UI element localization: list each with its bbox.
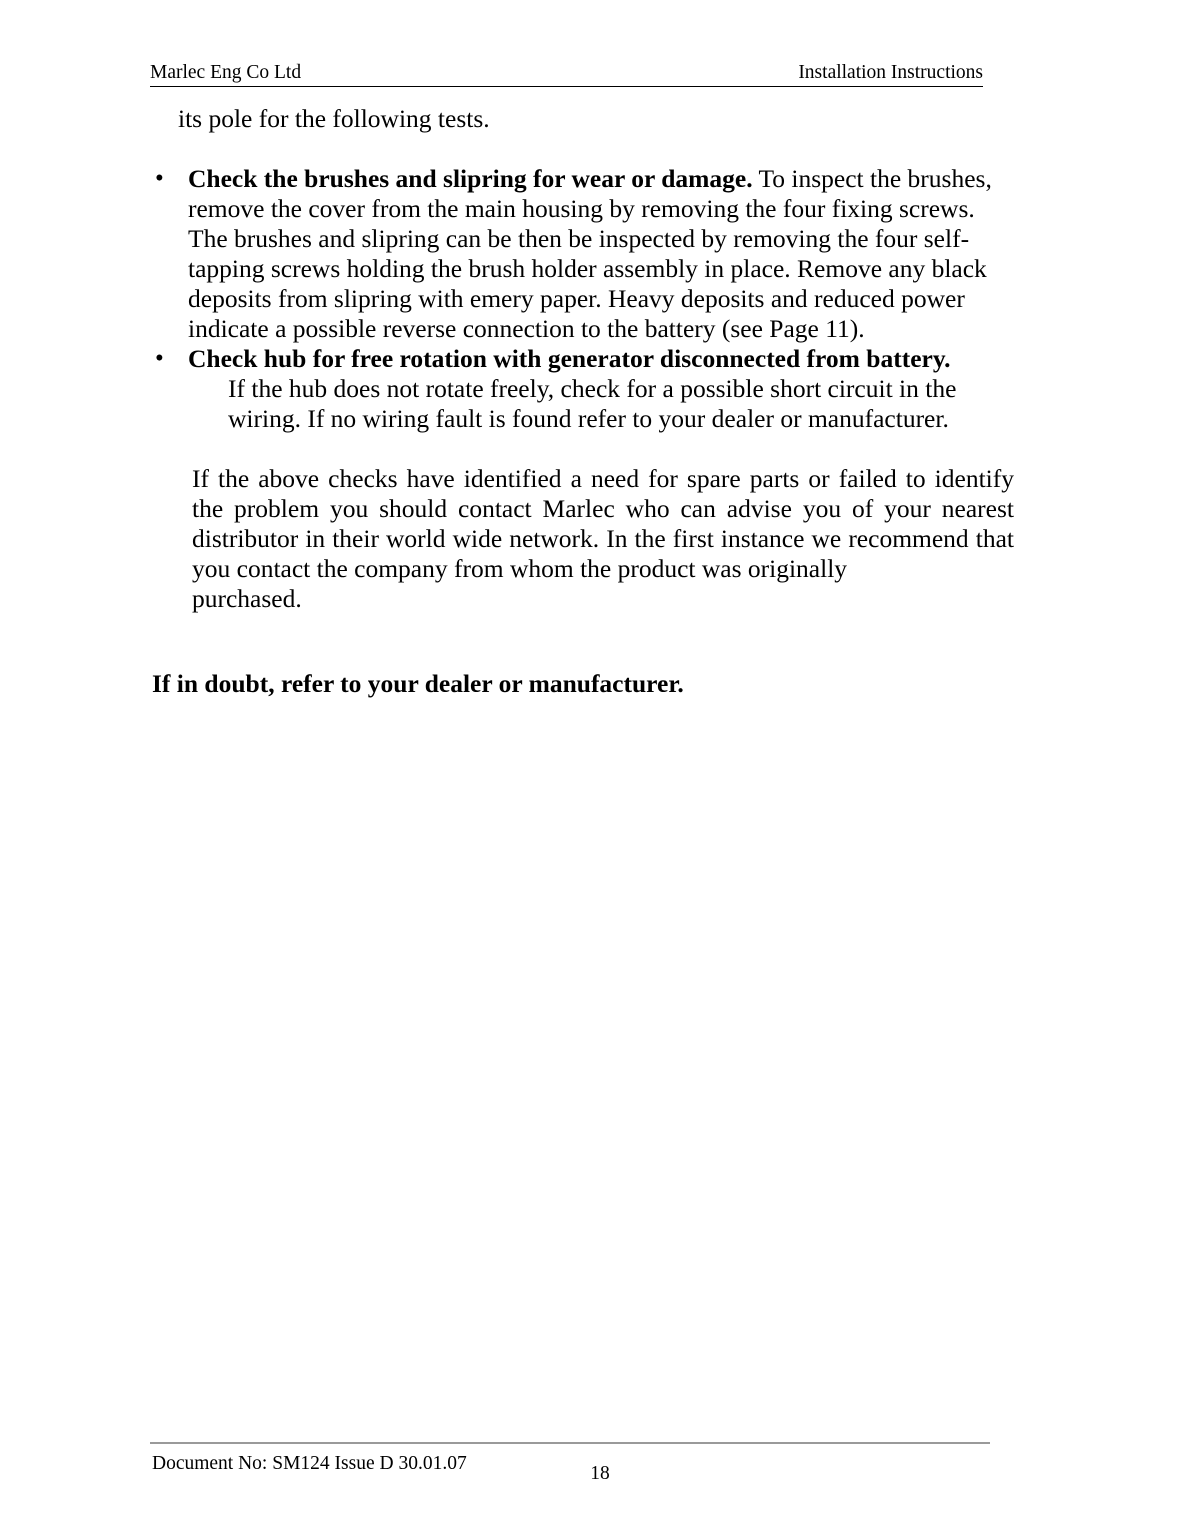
support-paragraph [192, 464, 1014, 614]
footer-document-number: Document No: SM124 Issue D 30.01.07 [152, 1453, 467, 1474]
closing-statement: If in doubt, refer to your dealer or manufacturer. [152, 669, 684, 698]
vertical-spacer [150, 134, 1020, 164]
bullet-point-icon: • [155, 165, 164, 192]
header-document-type: Installation Instructions [798, 62, 983, 83]
lead-sentence: its pole for the following tests. [178, 104, 490, 133]
list-item [150, 164, 1020, 344]
bullet-point-icon: • [155, 345, 164, 372]
list-item [150, 344, 1020, 434]
bullet-bold-lead: Check the brushes and slipring for wear or damage. [188, 164, 753, 193]
checks-bullet-list [150, 164, 1020, 434]
support-paragraph-last-line: purchased. [192, 584, 302, 613]
vertical-spacer [150, 434, 1020, 464]
support-paragraph-text: If the above checks have identified a need for spare parts or failed to identify the problem you should contact Marlec who can advise you of your nearest distributor in their world wide network. In the first instance we recommend that you contact the company from whom the product was originally [192, 464, 1014, 583]
page-header [150, 62, 983, 87]
bullet-body-text: To inspect the brushes, remove the cover from the main housing by removing the four fixing screws. The brushes and slipring can be then be inspected by removing the four self-tapping screws holding the brush holder assembly in place. Remove any black deposits from slipring with emery paper. Heavy deposits and reduced power indicate a possible reverse connection to the battery (see Page 11). [188, 164, 992, 343]
page-number: 18 [590, 1463, 610, 1484]
bullet-body-text: If the hub does not rotate freely, check for a possible short circuit in the wiring. If no wiring fault is found refer to your dealer or manufacturer. [228, 374, 957, 433]
footer-divider [150, 1442, 990, 1444]
header-company-name: Marlec Eng Co Ltd [150, 62, 302, 83]
bullet-bold-lead: Check hub for free rotation with generator disconnected from battery. [188, 344, 951, 373]
document-body [150, 100, 1020, 614]
